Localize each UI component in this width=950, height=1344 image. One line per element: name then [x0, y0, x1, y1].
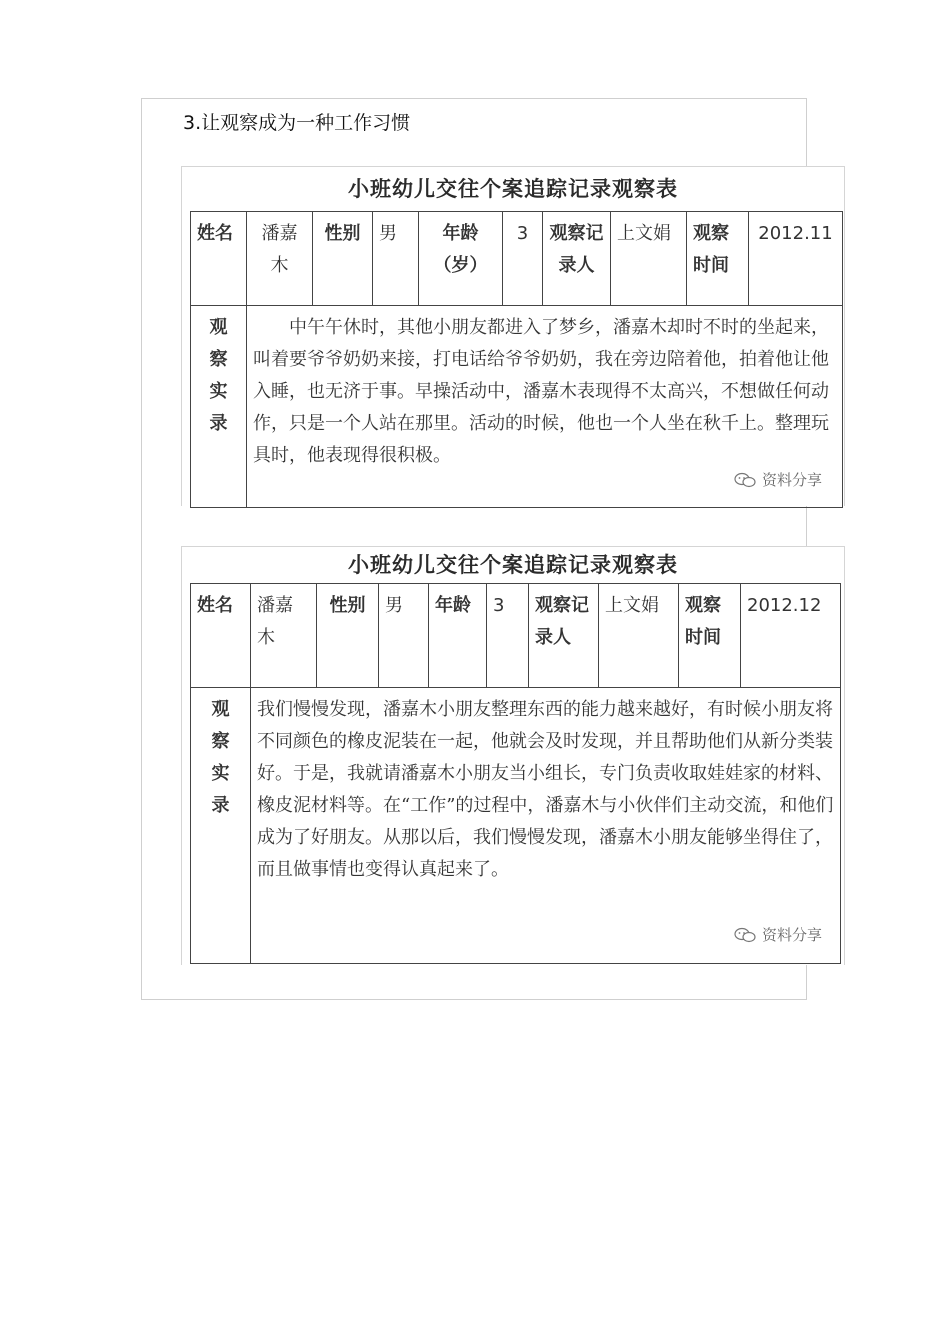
record-table-image-1 [181, 166, 845, 506]
gender-value: 男 [379, 584, 429, 688]
observation-text: 中午午休时，其他小朋友都进入了梦乡，潘嘉木却时不时的坐起来，叫着要爷爷奶奶来接，打电话给爷爷奶奶，我在旁边陪着他，拍着他让他入睡，也无济于事。早操活动中，潘嘉木表现得不太高兴，不想做任何动作，只是一个人站在那里。活动的时候，他也一个人坐在秋千上。整理玩具时，他表现得很积极。 [247, 306, 843, 508]
age-value: 3 [503, 212, 543, 306]
wechat-icon [734, 472, 756, 488]
observation-text: 我们慢慢发现，潘嘉木小朋友整理东西的能力越来越好，有时候小朋友将不同颜色的橡皮泥装在一起，他就会及时发现，并且帮助他们从新分类装好。于是，我就请潘嘉木小朋友当小组长，专门负责收取娃娃家的材料、橡皮泥材料等。在“工作”的过程中，潘嘉木与小伙伴们主动交流，和他们成为了好朋友。从那以后，我们慢慢发现，潘嘉木小朋友能够坐得住了，而且做事情也变得认真起来了。 [251, 688, 841, 964]
recorder-value: 上文娟 [611, 212, 687, 306]
record-table-title: 小班幼儿交往个案追踪记录观察表 [348, 176, 678, 201]
record-table-image-2 [181, 546, 845, 965]
time-value: 2012.12 [741, 584, 841, 688]
time-label: 观察时间 [687, 212, 749, 306]
name-label: 姓名 [191, 212, 247, 306]
name-value: 潘嘉木 [247, 212, 313, 306]
recorder-value: 上文娟 [599, 584, 679, 688]
watermark-text: 资料分享 [761, 926, 822, 944]
record-table-title: 小班幼儿交往个案追踪记录观察表 [348, 552, 678, 577]
age-label: 年龄 [429, 584, 487, 688]
gender-label: 性别 [313, 212, 373, 306]
wechat-icon [734, 927, 756, 943]
observation-label: 观察实录 [191, 306, 247, 508]
gender-label: 性别 [317, 584, 379, 688]
age-label: 年龄（岁） [419, 212, 503, 306]
record-table [190, 211, 843, 508]
table-row-info [191, 584, 841, 688]
recorder-label: 观察记录人 [543, 212, 611, 306]
table-row-observation [191, 688, 841, 964]
watermark [734, 469, 822, 490]
observation-label: 观察实录 [191, 688, 251, 964]
time-value: 2012.11 [749, 212, 843, 306]
record-table [190, 583, 841, 964]
time-label: 观察时间 [679, 584, 741, 688]
recorder-label: 观察记录人 [529, 584, 599, 688]
name-label: 姓名 [191, 584, 251, 688]
gender-value: 男 [373, 212, 419, 306]
age-value: 3 [487, 584, 529, 688]
name-value: 潘嘉木 [251, 584, 317, 688]
watermark [734, 924, 822, 945]
table-row-info [191, 212, 843, 306]
section-heading: 3.让观察成为一种工作习惯 [183, 112, 411, 134]
watermark-text: 资料分享 [761, 471, 822, 489]
